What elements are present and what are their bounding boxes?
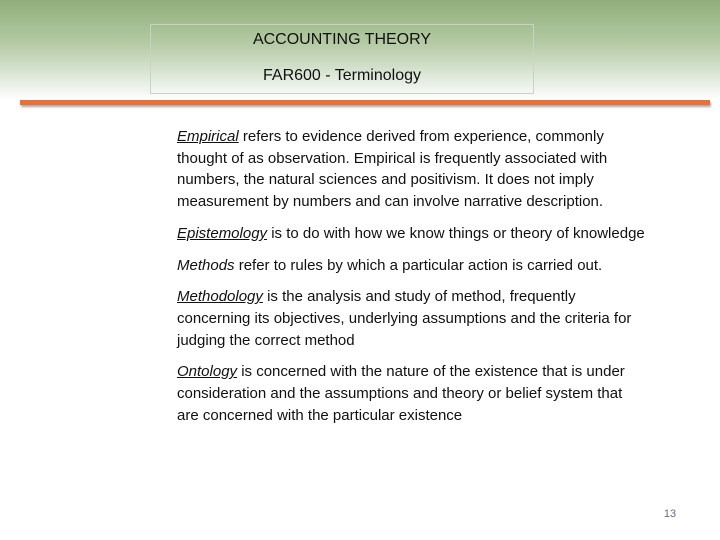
term-label: Ontology	[177, 363, 238, 381]
term-methods	[177, 255, 647, 277]
accent-divider	[20, 100, 710, 105]
term-empirical	[177, 126, 647, 213]
term-ontology	[177, 361, 647, 426]
term-definition: is concerned with the nature of the existence that is under consideration and the assumptions and theory or belief system that are concerned with the particular existence	[177, 363, 625, 424]
term-definition: refer to rules by which a particular action is carried out.	[234, 256, 603, 274]
term-definition: is the analysis and study of method, frequently concerning its objectives, underlying assumptions and the criteria for judging the correct method	[177, 288, 632, 349]
term-label: Methods	[177, 256, 235, 274]
term-label: Empirical	[177, 128, 239, 145]
slide-title: ACCOUNTING THEORY	[252, 31, 432, 48]
terminology-list	[177, 126, 647, 436]
term-label: Epistemology	[177, 224, 268, 242]
term-definition: refers to evidence derived from experience, commonly thought of as observation. Empirical is frequently associated with numbers, the natural sciences and positivism. It does not imply measurement by numbers and can involve narrative description.	[177, 128, 608, 211]
term-methodology	[177, 286, 647, 351]
term-definition: is to do with how we know things or theory of knowledge	[267, 224, 645, 242]
term-epistemology	[177, 223, 647, 245]
slide-subtitle: FAR600 - Terminology	[263, 67, 421, 84]
page-number: 13	[663, 508, 677, 520]
title-box	[150, 24, 534, 94]
term-label: Methodology	[177, 288, 263, 306]
